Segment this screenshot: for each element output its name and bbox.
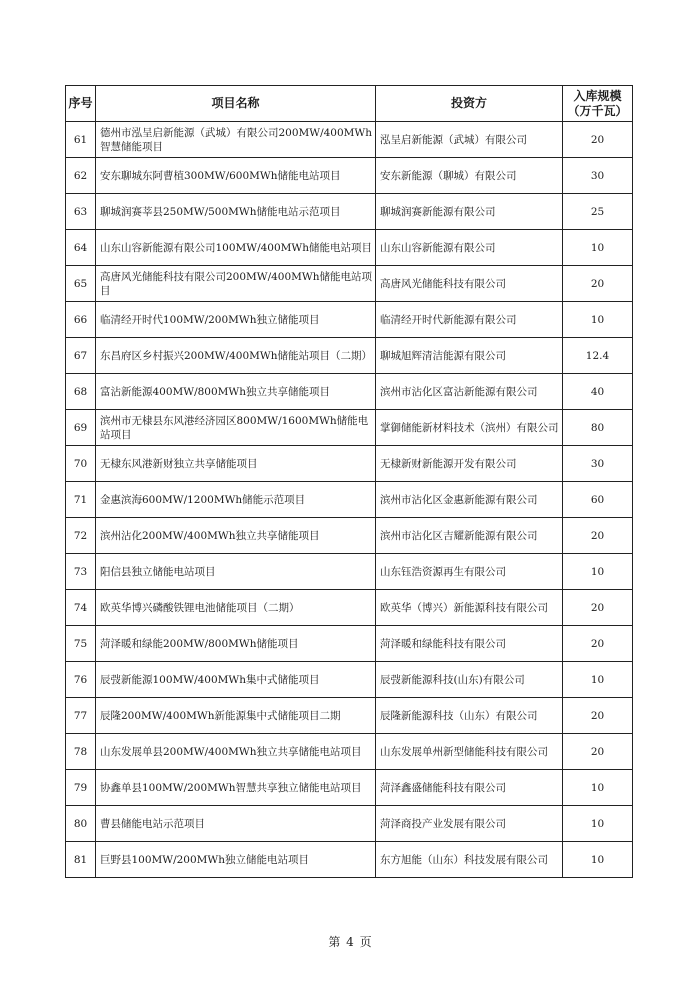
cell-scale: 10 [563, 302, 633, 338]
table-row [66, 230, 633, 266]
cell-no: 66 [66, 302, 96, 338]
table-row [66, 302, 633, 338]
cell-no: 72 [66, 518, 96, 554]
table-row [66, 770, 633, 806]
header-scale-line1: 入库规模 [573, 88, 622, 103]
cell-investor: 滨州市沾化区金惠新能源有限公司 [376, 482, 563, 518]
header-investor: 投资方 [376, 86, 563, 122]
cell-no: 75 [66, 626, 96, 662]
header-scale-line2: （万千瓦） [567, 103, 628, 118]
cell-scale: 60 [563, 482, 633, 518]
cell-investor: 聊城旭辉清洁能源有限公司 [376, 338, 563, 374]
cell-no: 76 [66, 662, 96, 698]
cell-no: 61 [66, 122, 96, 158]
cell-scale: 10 [563, 806, 633, 842]
table-row [66, 482, 633, 518]
cell-scale: 20 [563, 698, 633, 734]
cell-project-name: 东昌府区乡村振兴200MW/400MWh储能站项目（二期） [96, 338, 376, 374]
cell-investor: 山东钰浩资源再生有限公司 [376, 554, 563, 590]
cell-investor: 聊城润赛新能源有限公司 [376, 194, 563, 230]
cell-project-name: 滨州市无棣县东风港经济园区800MW/1600MWh储能电站项目 [96, 410, 376, 446]
table-row [66, 194, 633, 230]
cell-no: 78 [66, 734, 96, 770]
table-body [66, 122, 633, 878]
table-row [66, 554, 633, 590]
cell-project-name: 辰弢新能源100MW/400MWh集中式储能项目 [96, 662, 376, 698]
cell-project-name: 无棣东风港新财独立共享储能项目 [96, 446, 376, 482]
cell-investor: 滨州市沾化区富沾新能源有限公司 [376, 374, 563, 410]
cell-investor: 欧英华（博兴）新能源科技有限公司 [376, 590, 563, 626]
cell-project-name: 德州市泓呈启新能源（武城）有限公司200MW/400MWh智慧储能项目 [96, 122, 376, 158]
cell-investor: 辰弢新能源科技(山东)有限公司 [376, 662, 563, 698]
header-no: 序号 [66, 86, 96, 122]
cell-investor: 山东山容新能源有限公司 [376, 230, 563, 266]
cell-scale: 20 [563, 734, 633, 770]
cell-no: 80 [66, 806, 96, 842]
cell-investor: 菏泽商投产业发展有限公司 [376, 806, 563, 842]
cell-project-name: 山东发展单县200MW/400MWh独立共享储能电站项目 [96, 734, 376, 770]
cell-investor: 滨州市沾化区吉耀新能源有限公司 [376, 518, 563, 554]
table-row [66, 518, 633, 554]
cell-investor: 无棣新财新能源开发有限公司 [376, 446, 563, 482]
cell-project-name: 山东山容新能源有限公司100MW/400MWh储能电站项目 [96, 230, 376, 266]
cell-no: 67 [66, 338, 96, 374]
cell-project-name: 滨州沾化200MW/400MWh独立共享储能项目 [96, 518, 376, 554]
table-row [66, 266, 633, 302]
cell-no: 74 [66, 590, 96, 626]
project-table [65, 85, 633, 878]
cell-no: 70 [66, 446, 96, 482]
table-row [66, 338, 633, 374]
table-row [66, 842, 633, 878]
table-row [66, 374, 633, 410]
cell-scale: 30 [563, 158, 633, 194]
cell-project-name: 欧英华博兴磷酸铁锂电池储能项目（二期） [96, 590, 376, 626]
cell-project-name: 协鑫单县100MW/200MWh智慧共享独立储能电站项目 [96, 770, 376, 806]
cell-scale: 20 [563, 590, 633, 626]
table-row [66, 410, 633, 446]
header-project-name: 项目名称 [96, 86, 376, 122]
cell-scale: 40 [563, 374, 633, 410]
cell-investor: 高唐风光储能科技有限公司 [376, 266, 563, 302]
page-number: 第 4 页 [328, 935, 372, 949]
table-row [66, 734, 633, 770]
cell-scale: 20 [563, 266, 633, 302]
cell-scale: 20 [563, 626, 633, 662]
cell-project-name: 富沾新能源400MW/800MWh独立共享储能项目 [96, 374, 376, 410]
cell-project-name: 曹县储能电站示范项目 [96, 806, 376, 842]
cell-project-name: 安东聊城东阿曹植300MW/600MWh储能电站项目 [96, 158, 376, 194]
cell-project-name: 临清经开时代100MW/200MWh独立储能项目 [96, 302, 376, 338]
cell-project-name: 巨野县100MW/200MWh独立储能电站项目 [96, 842, 376, 878]
cell-no: 68 [66, 374, 96, 410]
cell-project-name: 高唐风光储能科技有限公司200MW/400MWh储能电站项目 [96, 266, 376, 302]
cell-no: 77 [66, 698, 96, 734]
cell-investor: 掌御储能新材料技术（滨州）有限公司 [376, 410, 563, 446]
cell-scale: 20 [563, 518, 633, 554]
table-row [66, 158, 633, 194]
cell-scale: 10 [563, 842, 633, 878]
cell-no: 64 [66, 230, 96, 266]
cell-investor: 辰隆新能源科技（山东）有限公司 [376, 698, 563, 734]
cell-no: 79 [66, 770, 96, 806]
table-row [66, 590, 633, 626]
table-row [66, 122, 633, 158]
cell-no: 62 [66, 158, 96, 194]
cell-investor: 东方旭能（山东）科技发展有限公司 [376, 842, 563, 878]
cell-scale: 30 [563, 446, 633, 482]
cell-project-name: 金惠滨海600MW/1200MWh储能示范项目 [96, 482, 376, 518]
cell-scale: 10 [563, 770, 633, 806]
cell-investor: 临清经开时代新能源有限公司 [376, 302, 563, 338]
cell-no: 69 [66, 410, 96, 446]
cell-no: 71 [66, 482, 96, 518]
cell-project-name: 阳信县独立储能电站项目 [96, 554, 376, 590]
table-header-row [66, 86, 633, 122]
cell-project-name: 辰隆200MW/400MWh新能源集中式储能项目二期 [96, 698, 376, 734]
header-scale [563, 86, 633, 122]
project-table-container [65, 85, 632, 878]
cell-scale: 10 [563, 554, 633, 590]
cell-project-name: 聊城润赛莘县250MW/500MWh储能电站示范项目 [96, 194, 376, 230]
cell-investor: 菏泽暖和绿能科技有限公司 [376, 626, 563, 662]
cell-no: 81 [66, 842, 96, 878]
cell-scale: 20 [563, 122, 633, 158]
cell-investor: 泓呈启新能源（武城）有限公司 [376, 122, 563, 158]
cell-no: 65 [66, 266, 96, 302]
cell-scale: 25 [563, 194, 633, 230]
table-row [66, 446, 633, 482]
cell-investor: 菏泽鑫盛储能科技有限公司 [376, 770, 563, 806]
table-row [66, 662, 633, 698]
cell-no: 73 [66, 554, 96, 590]
cell-project-name: 菏泽暖和绿能200MW/800MWh储能项目 [96, 626, 376, 662]
cell-investor: 山东发展单州新型储能科技有限公司 [376, 734, 563, 770]
cell-no: 63 [66, 194, 96, 230]
cell-investor: 安东新能源（聊城）有限公司 [376, 158, 563, 194]
cell-scale: 10 [563, 662, 633, 698]
cell-scale: 10 [563, 230, 633, 266]
cell-scale: 12.4 [563, 338, 633, 374]
cell-scale: 80 [563, 410, 633, 446]
table-row [66, 626, 633, 662]
table-row [66, 698, 633, 734]
table-row [66, 806, 633, 842]
